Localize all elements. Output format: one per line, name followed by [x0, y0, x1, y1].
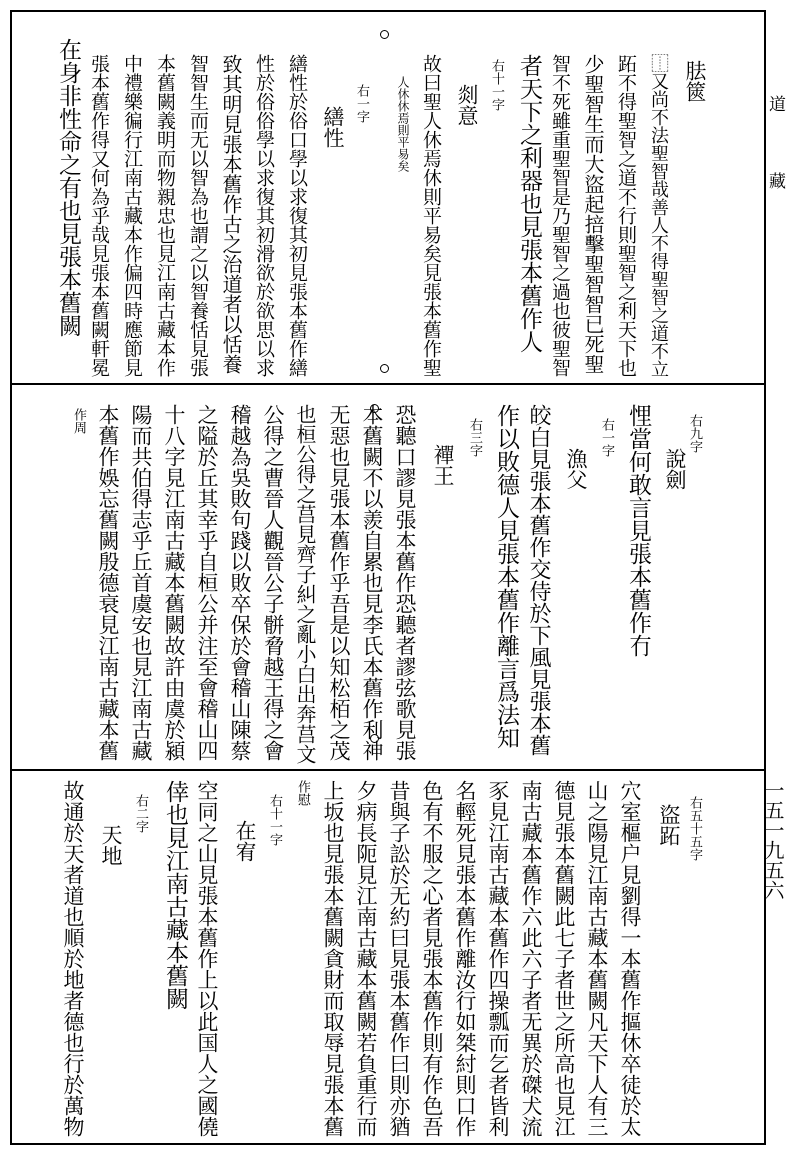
- chapter-title: 襌王: [431, 444, 455, 486]
- text-column: 作慰: [295, 780, 310, 806]
- text-column: 皎白見張本舊作交侍於下風見張本舊: [526, 404, 551, 756]
- text-column: 致其明見張本舊作古之治道者以恬養: [219, 54, 243, 374]
- text-column: 十八字見江南古藏本舊闕故許由虞於潁: [162, 404, 186, 761]
- text-column: 故曰聖人休焉休則平易矣見張本舊作聖: [420, 54, 442, 377]
- text-column: 南古藏本舊作六此六子者无異於磔犬流: [519, 780, 543, 1137]
- text-column: 作以敗德人見張本舊作離言爲法知: [493, 404, 519, 749]
- text-column: 昔與子訟於无約曰見張本舊作曰則亦猶: [387, 780, 411, 1137]
- section-divider-bottom: [10, 769, 766, 771]
- page-number: 一五一九五六: [761, 780, 785, 900]
- text-column: 本舊闕義明而物親忠也見江南古藏本作: [154, 54, 176, 377]
- circle-mark-icon: [380, 364, 389, 373]
- char-count-note: 右二字: [133, 794, 148, 833]
- top-panel: [12, 14, 764, 382]
- text-column: 繕性於俗口學以求復其初見張本舊作繕: [286, 54, 308, 377]
- text-column: 作周: [71, 408, 86, 434]
- char-count-note: 右十一字: [267, 794, 282, 846]
- char-count-note: 右五十五字: [687, 796, 702, 861]
- circle-mark-icon: [370, 734, 379, 743]
- text-column: 張本舊作得又何為乎哉見張本舊闕軒冕: [88, 54, 110, 377]
- text-column: 悝當何敢言見張本舊作冇: [625, 404, 651, 657]
- circle-mark-icon: [370, 404, 379, 413]
- text-column: 智不死雖重聖智是乃聖智之過也彼聖智: [549, 54, 571, 377]
- chapter-title: 繕性: [321, 106, 345, 148]
- char-count-note: 右三字: [467, 418, 482, 457]
- text-column: 智智生而无以智為也謂之以智養恬見張: [187, 54, 209, 377]
- circle-mark-icon: [380, 30, 389, 39]
- text-column: 公得之曹晉人觀晉公子骿脅越王得之會: [261, 404, 285, 761]
- text-column: 本舊作娛忘舊闕殷德衰見江南古藏本舊: [96, 404, 120, 761]
- text-column: 恐聽口謬見張本舊作恐聽者謬弦歌見張: [393, 404, 417, 761]
- middle-panel: [12, 386, 764, 768]
- chapter-title: 漁父: [564, 448, 588, 490]
- text-column: 跖不得聖智之道不行則聖智之利天下也: [615, 54, 637, 377]
- text-column: 者天下之利器也見張本舊作人: [516, 54, 542, 353]
- char-count-note: 右九字: [687, 414, 702, 453]
- char-count-note: 右十一字: [489, 59, 504, 111]
- text-column: 本舊闕不以羨自累也見李氏本舊作利神: [360, 404, 384, 761]
- text-column: 上坂也見張本舊闕貪財而取辱見張本舊: [321, 780, 345, 1137]
- text-column: 空同之山見張本舊作上以此国人之國僥: [195, 780, 219, 1137]
- text-column: 夕病長阨見江南古藏本舊闕若負重行而: [354, 780, 378, 1137]
- text-column: 色有不服之心者見張本舊作則有作色吾: [420, 780, 444, 1137]
- char-count-note: 右一字: [599, 418, 614, 457]
- text-column: 名輕死見張本舊作離汝行如桀紂則口作: [453, 780, 477, 1137]
- text-column: 也桓公得之莒見齊子糾之亂小白出奔莒文: [293, 404, 317, 764]
- text-column: 德見張本舊闕此七子者世之所高也見江: [552, 780, 576, 1137]
- text-column: 在身非性命之有也見張本舊闕: [55, 38, 81, 337]
- text-column: 倖也見江南古藏本舊闕: [162, 780, 188, 1010]
- text-column: 穴室樞户見劉得一本舊作摳休卒徒於太: [618, 780, 642, 1137]
- text-column: 中禮樂徧行江南古藏本作偏四時應節見: [121, 54, 143, 377]
- text-column: 无惡也見張本舊作乎吾是以知松栢之茂: [327, 404, 351, 761]
- collection-name: 道藏: [765, 95, 785, 249]
- section-divider-top: [10, 383, 766, 385]
- char-count-note: 右一字: [354, 84, 369, 123]
- text-column: ⿰又尚不法聖智哉善人不得聖智之道不立: [648, 54, 669, 378]
- chapter-title: 剡意: [455, 84, 479, 126]
- chapter-title: 說劍: [663, 448, 687, 490]
- text-column: 豕見江南古藏本舊作四操瓢而乞者皆利: [486, 780, 510, 1137]
- chapter-title: 在宥: [233, 820, 257, 862]
- chapter-title: 胠篋: [683, 60, 707, 102]
- text-column: 稽越為吳敗句踐以敗卒保於會稽山陳蔡: [228, 404, 252, 761]
- text-column: 人休休焉則平易矣: [396, 76, 410, 172]
- text-column: 山之陽見江南古藏本舊闕凡天下人有三: [585, 780, 609, 1137]
- bottom-panel: [12, 772, 764, 1142]
- chapter-title: 天地: [99, 824, 123, 866]
- text-column: 之隘於丘其幸乎自桓公并注至會稽山四: [195, 404, 219, 761]
- chapter-title: 盜跖: [657, 804, 681, 846]
- text-column: 陽而共伯得志乎丘首虞安也見江南古藏: [129, 404, 153, 761]
- text-column: 少聖智生而大盜起掊擊聖智智已死聖: [581, 54, 605, 374]
- text-column: 故通於天者道也順於地者德也行於萬物: [61, 780, 85, 1137]
- text-column: 性於俗俗學以求復其初滑欲於欲思以求: [253, 54, 275, 377]
